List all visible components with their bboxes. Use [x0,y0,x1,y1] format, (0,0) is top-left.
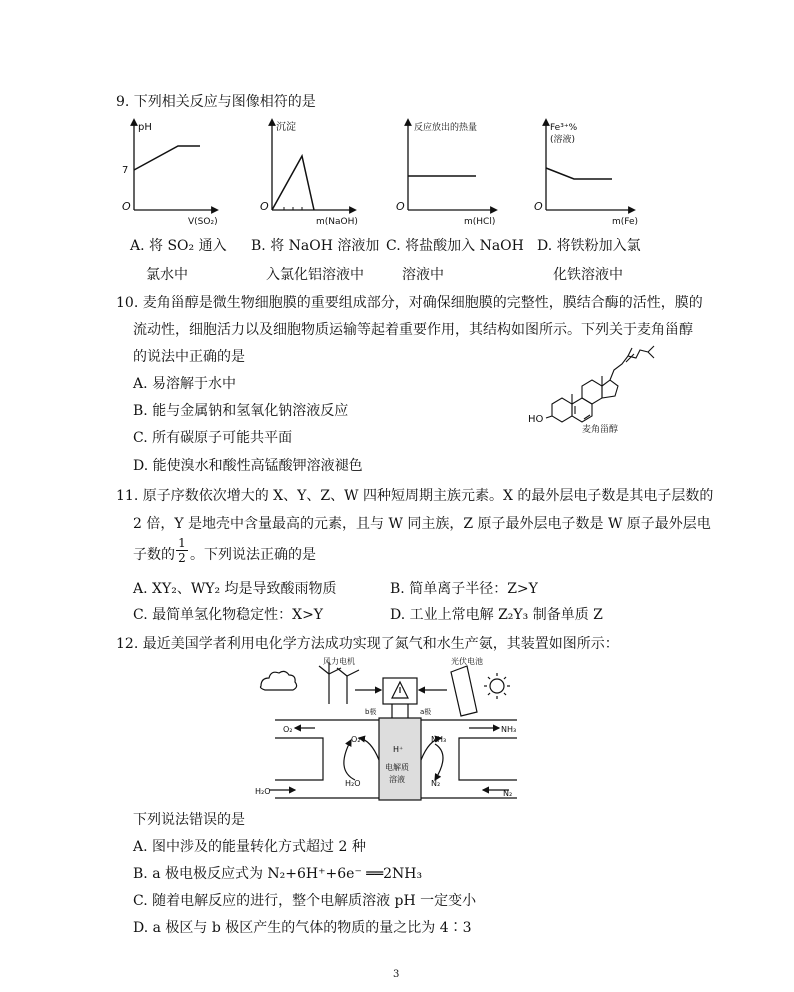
graph-c-origin: O [396,200,405,213]
q11-option-c: C. 最简单氢化物稳定性：X>Y [133,607,324,623]
q12-option-c: C. 随着电解反应的进行，整个电解质溶液 pH 一定变小 [133,893,477,909]
nh3-out-label: NH₃ [501,725,517,734]
n2-out-label: N₂ [503,789,513,798]
fraction [176,536,188,565]
q10-option-d: D. 能使溴水和酸性高锰酸钾溶液褪色 [133,458,363,474]
q11-stem-line2: 2 倍，Y 是地壳中含量最高的元素，且与 W 同主族，Z 原子最外层电子数是 W 原子最外层电 [133,516,711,532]
n2-in-label: N₂ [431,779,441,788]
h2o-in-label: H₂O [345,779,361,788]
b-pole-label: b极 [365,708,377,716]
q11-stem-line1: 11. 原子序数依次增大的 X、Y、Z、W 四种短周期主族元素。X 的最外层电子数是其电子层数的 [116,488,714,504]
ho-label: HO [528,414,544,425]
q9-option-a-line1: A. 将 SO₂ 通入 [130,238,227,254]
page-number: 3 [393,969,400,980]
q11-option-b: B. 简单离子半径：Z>Y [390,581,538,597]
structure-label: 麦角甾醇 [582,425,619,435]
graph-d-ylabel2: (溶液) [550,135,576,145]
graph-a-origin: O [122,200,131,213]
graph-c-xlabel: m(HCl) [464,217,496,227]
q9-option-d-line1: D. 将铁粉加入氯 [537,238,641,254]
fraction-denominator: 2 [176,550,188,565]
q9-graph-a [120,118,230,228]
ergosterol-structure [522,340,662,435]
q12-option-d: D. a 极区与 b 极区产生的气体的物质的量之比为 4∶3 [133,920,472,936]
graph-d-ylabel: Fe³⁺% [550,123,578,133]
q11-option-a: A. XY₂、WY₂ 均是导致酸雨物质 [133,581,337,597]
q10-stem-line1: 10. 麦角甾醇是微生物细胞膜的重要组成部分，对确保细胞膜的完整性，膜结合酶的活性，膜的 [116,295,703,311]
q12-option-a: A. 图中涉及的能量转化方式超过 2 种 [133,839,366,855]
o2-in-label: O₂ [351,735,361,744]
q10-option-c: C. 所有碳原子可能共平面 [133,430,293,446]
graph-d-xlabel: m(Fe) [612,217,639,227]
a-pole-label: a极 [420,708,432,716]
q9-graph-b [258,118,368,228]
q10-option-a: A. 易溶解于水中 [133,376,237,392]
fraction-numerator: 1 [178,536,186,550]
wind-label: 风力电机 [323,657,355,666]
graph-b-xlabel: m(NaOH) [316,217,358,227]
q12-stem2: 下列说法错误的是 [133,812,245,828]
nh3-in-label: NH₃ [431,735,447,744]
graph-b-origin: O [260,200,269,213]
q9-option-d-line2: 化铁溶液中 [553,267,623,283]
q12-stem: 12. 最近美国学者利用电化学方法成功实现了氮气和水生产氨，其装置如图所示： [116,636,619,652]
q10-stem-line3: 的说法中正确的是 [133,349,245,365]
q9-option-b-line1: B. 将 NaOH 溶液加 [251,238,380,254]
q9-option-c-line1: C. 将盐酸加入 NaOH [386,238,524,254]
electrolysis-diagram [255,656,535,806]
q10-stem-line2: 流动性，细胞活力以及细胞物质运输等起着重要作用，其结构如图所示。下列关于麦角甾醇 [133,322,693,338]
q10-option-b: B. 能与金属钠和氢氧化钠溶液反应 [133,403,349,419]
graph-c-ylabel: 反应放出的热量 [414,123,478,133]
q11-stem-line3-post: 。下列说法正确的是 [190,547,316,563]
graph-a-ytick: 7 [122,165,129,176]
h-plus-label: H⁺ [393,745,404,754]
q11-stem-line3-pre: 子数的 [133,547,175,563]
solar-label: 光伏电池 [451,657,483,666]
electrolyte-label-1: 电解质 [385,763,409,772]
q9-option-a-line2: 氯水中 [146,267,188,283]
o2-out-label: O₂ [283,725,293,734]
graph-d-origin: O [534,200,543,213]
graph-a-ylabel: pH [138,122,152,133]
q12-option-b: B. a 极电极反应式为 N₂+6H⁺+6e⁻ ══2NH₃ [133,866,423,882]
q9-stem: 9. 下列相关反应与图像相符的是 [116,94,316,110]
q9-option-c-line2: 溶液中 [402,267,444,283]
q11-option-d: D. 工业上常电解 Z₂Y₃ 制备单质 Z [390,607,603,623]
graph-a-xlabel: V(SO₂) [188,217,218,227]
q9-option-b-line2: 入氯化铝溶液中 [266,267,364,283]
electrolyte-label-2: 溶液 [389,775,405,784]
q9-graph-c [394,118,514,228]
q9-graph-d [532,118,652,228]
graph-b-ylabel: 沉淀 [276,122,296,133]
h2o-out-label: H₂O [255,787,271,796]
